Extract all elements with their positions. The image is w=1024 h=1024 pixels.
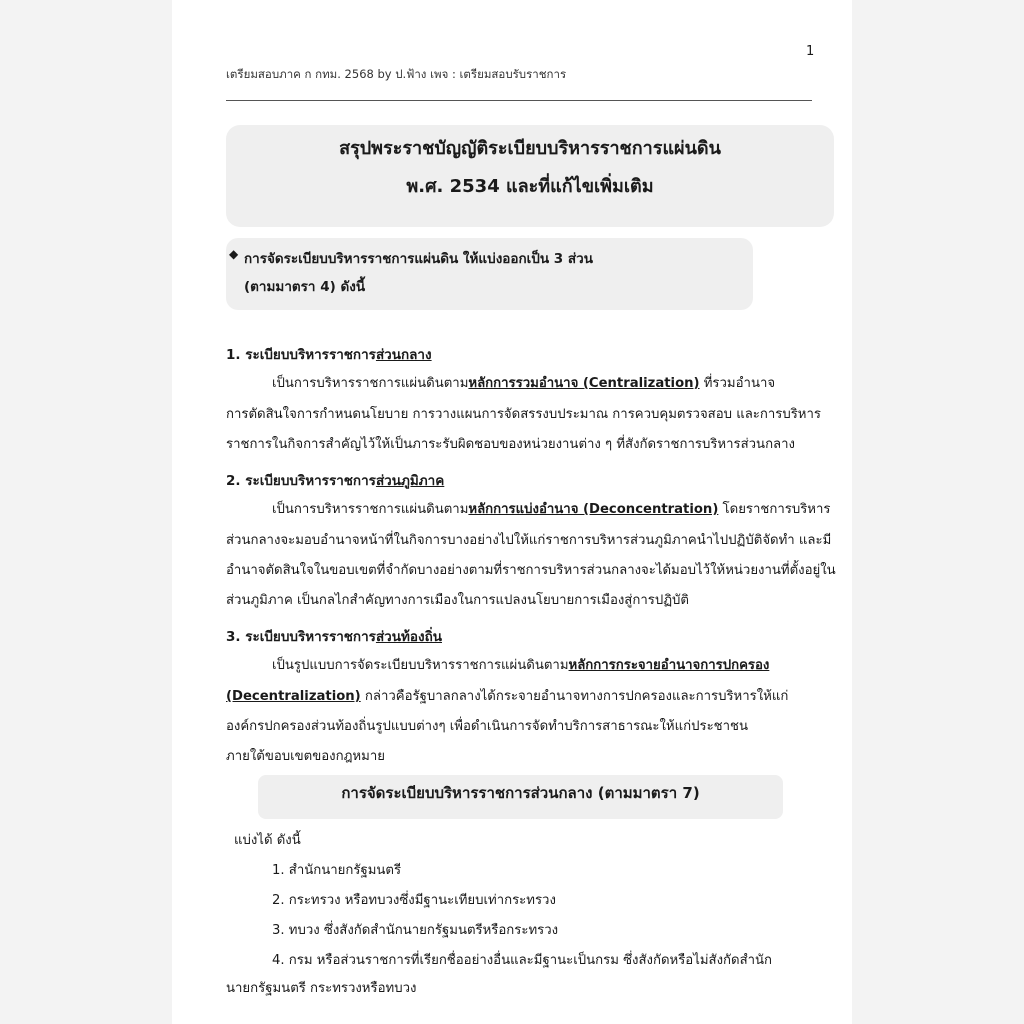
section-1-line-2: การตัดสินใจการกำหนดนโยบาย การวางแผนการจัดสรรงบประมาณ การควบคุมตรวจสอบ และการบริหาร: [226, 407, 821, 422]
header-rule: [226, 100, 812, 101]
section-3-line-2: [226, 685, 788, 706]
list-item: 3. ทบวง ซึ่งสังกัดสำนักนายกรัฐมนตรีหรือกระทรวง: [272, 923, 559, 938]
section-1-line-1-text: เป็นการบริหารราชการแผ่นดินตาม: [272, 376, 469, 391]
section-2-line-3: อำนาจตัดสินใจในขอบเขตที่จำกัดบางอย่างตามที่ราชการบริหารส่วนกลางจะได้มอบไว้ให้หน่วยงานที่ตั้งอยู่ใน: [226, 563, 836, 578]
section-1-line-3: ราชการในกิจการสำคัญไว้ให้เป็นภาระรับผิดชอบของหน่วยงานต่าง ๆ ที่สังกัดราชการบริหารส่วนกลาง: [226, 437, 795, 452]
subsection-title-box: [258, 775, 783, 819]
subsection-title: การจัดระเบียบบริหารราชการส่วนกลาง (ตามมาตรา 7): [341, 784, 700, 802]
section-3-line-3: องค์กรปกครองส่วนท้องถิ่นรูปแบบต่างๆ เพื่อดำเนินการจัดทำบริการสาธารณะให้แก่ประชาชน: [226, 719, 748, 734]
section-3-principle: หลักการกระจายอำนาจการปกครอง: [568, 658, 770, 673]
subsection-intro: แบ่งได้ ดังนี้: [234, 833, 301, 848]
section-1-heading-term: ส่วนกลาง: [375, 347, 432, 363]
section-3-heading-term: ส่วนท้องถิ่น: [375, 629, 442, 645]
section-2-heading-term: ส่วนภูมิภาค: [375, 473, 445, 489]
section-3-heading-prefix: 3. ระเบียบบริหารราชการ: [226, 629, 376, 645]
section-1-heading: [226, 343, 432, 365]
note-line-2: (ตามมาตรา 4) ดังนี้: [244, 279, 366, 295]
title-line-2: พ.ศ. 2534 และที่แก้ไขเพิ่มเติม: [406, 176, 654, 197]
section-3-line-2-text: กล่าวคือรัฐบาลกลางได้กระจายอำนาจทางการปกครองและการบริหารให้แก่: [360, 689, 789, 704]
section-2-line-2: ส่วนกลางจะมอบอำนาจหน้าที่ในกิจการบางอย่างไปให้แก่ราชการบริหารส่วนภูมิภาคนำไปปฏิบัติจัดทำ และมี: [226, 533, 832, 548]
page-number: 1: [806, 44, 815, 59]
section-3-heading: [226, 625, 442, 647]
title-line-1: สรุปพระราชบัญญัติระเบียบบริหารราชการแผ่นดิน: [339, 138, 721, 159]
list-item-continuation: นายกรัฐมนตรี กระทรวงหรือทบวง: [226, 981, 417, 996]
section-1-line-1: [272, 372, 775, 393]
note-line-1: การจัดระเบียบบริหารราชการแผ่นดิน ให้แบ่งออกเป็น 3 ส่วน: [244, 251, 593, 267]
section-2-line-1: [272, 498, 830, 519]
section-3-principle-english: (Decentralization): [226, 689, 361, 704]
title-box: [226, 125, 834, 227]
list-item: 1. สำนักนายกรัฐมนตรี: [272, 863, 402, 878]
overview-note-box: [226, 238, 753, 310]
section-2-line-4: ส่วนภูมิภาค เป็นกลไกสำคัญทางการเมืองในการแปลงนโยบายการเมืองสู่การปฏิบัติ: [226, 593, 689, 608]
running-header: เตรียมสอบภาค ก กทม. 2568 by ป.ฟ้าง เพจ : เตรียมสอบรับราชการ: [226, 67, 567, 81]
section-1-heading-prefix: 1. ระเบียบบริหารราชการ: [226, 347, 376, 363]
section-2-principle: หลักการแบ่งอำนาจ (Deconcentration): [468, 502, 719, 517]
list-item: 4. กรม หรือส่วนราชการที่เรียกชื่ออย่างอื่นและมีฐานะเป็นกรม ซึ่งสังกัดหรือไม่สังกัดสำนัก: [272, 953, 773, 968]
diamond-bullet-icon: ◆: [229, 247, 239, 261]
list-item: 2. กระทรวง หรือทบวงซึ่งมีฐานะเทียบเท่ากระทรวง: [272, 893, 556, 908]
section-2-line-1-text: เป็นการบริหารราชการแผ่นดินตาม: [272, 502, 469, 517]
section-3-line-4: ภายใต้ขอบเขตของกฎหมาย: [226, 749, 385, 764]
section-1-line-1-tail: ที่รวมอำนาจ: [699, 376, 776, 391]
section-2-heading: [226, 469, 444, 491]
section-3-line-1: [272, 654, 769, 675]
section-2-line-1-tail: โดยราชการบริหาร: [718, 502, 831, 517]
section-1-principle: หลักการรวมอำนาจ (Centralization): [468, 376, 700, 391]
section-3-line-1-text: เป็นรูปแบบการจัดระเบียบบริหารราชการแผ่นดินตาม: [272, 658, 569, 673]
section-2-heading-prefix: 2. ระเบียบบริหารราชการ: [226, 473, 376, 489]
